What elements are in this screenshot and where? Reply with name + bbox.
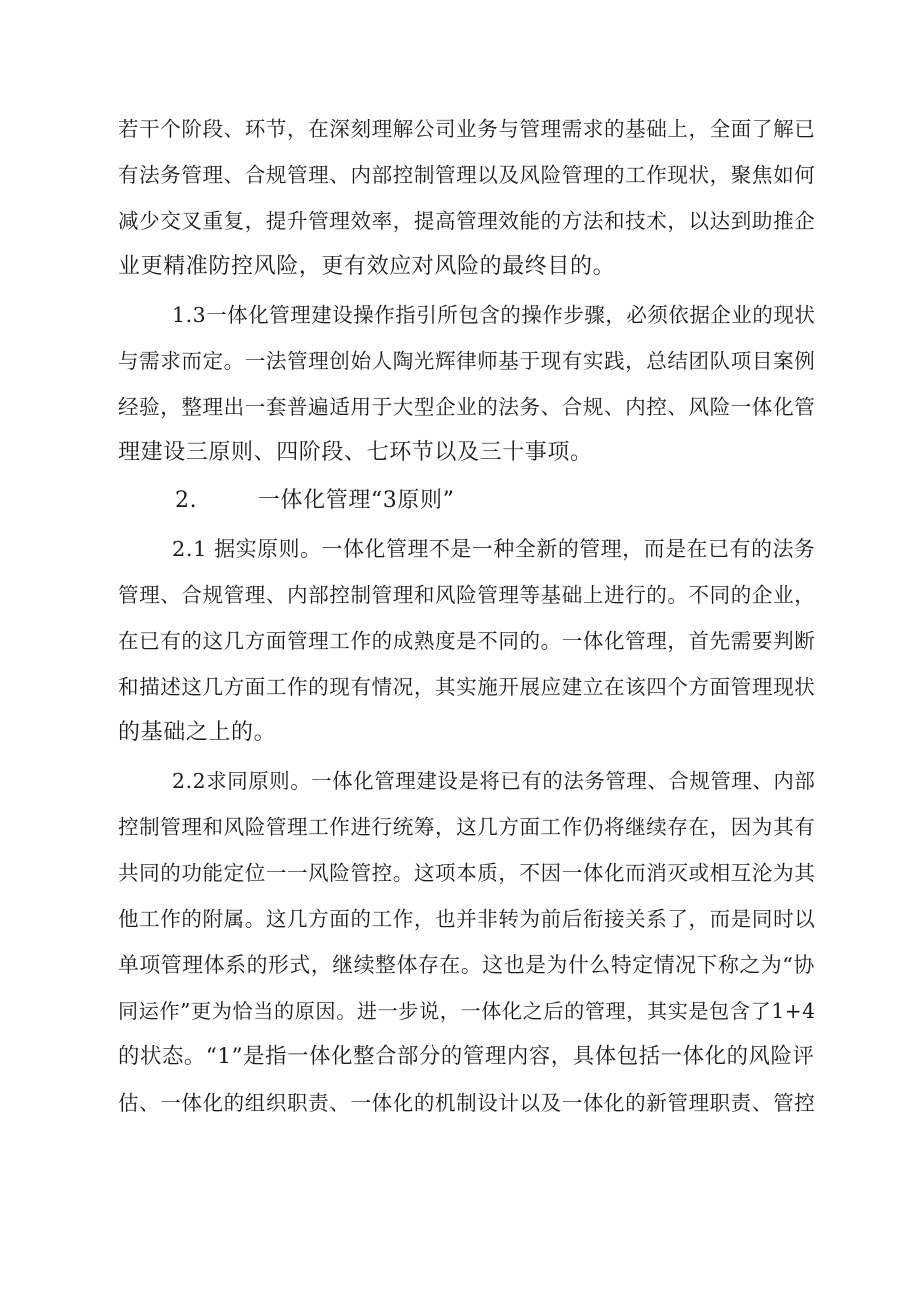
text-line-17: 共同的功能定位一一风险管控。这项本质，不因一体化而消灭或相互沦为其 <box>118 861 816 885</box>
text-line-1: 若干个阶段、环节，在深刻理解公司业务与管理需求的基础上，全面了解已 <box>118 117 816 141</box>
text-line-5: 1.3一体化管理建设操作指引所包含的操作步骤，必须依据企业的现状 <box>172 303 816 327</box>
text-line-21: 的状态。“1”是指一体化整合部分的管理内容，具体包括一体化的风险评 <box>118 1044 815 1069</box>
section-heading: 2. 一体化管理“3原则” <box>175 488 455 513</box>
text-line-18: 他工作的附属。这几方面的工作，也并非转为前后衔接关系了，而是同时以 <box>118 907 816 931</box>
text-line-19: 单项管理体系的形式，继续整体存在。这也是为什么特定情况下称之为“协 <box>118 953 815 977</box>
text-line-11: 管理、合规管理、内部控制管理和风险管理等基础上进行的。不同的企业， <box>118 583 816 607</box>
text-line-3: 减少交叉重复，提升管理效率，提高管理效能的方法和技术，以达到助推企 <box>118 209 816 233</box>
text-line-10: 2.1 据实原则。一体化管理不是一种全新的管理，而是在已有的法务 <box>172 537 816 561</box>
text-line-13: 和描述这几方面工作的现有情况，其实施开展应建立在该四个方面管理现状 <box>118 675 816 699</box>
text-line-8: 理建设三原则、四阶段、七环节以及三十事项。 <box>118 440 593 465</box>
text-line-15: 2.2求同原则。一体化管理建设是将已有的法务管理、合规管理、内部 <box>172 769 816 793</box>
text-line-16: 控制管理和风险管理工作进行统筹，这几方面工作仍将继续存在，因为其有 <box>118 815 816 839</box>
text-line-7: 经验，整理出一套普遍适用于大型企业的法务、合规、内控、风险一体化管 <box>118 395 816 419</box>
text-line-14: 的基础之上的。 <box>118 720 277 745</box>
text-line-22: 估、一体化的组织职责、一体化的机制设计以及一体化的新管理职责、管控 <box>118 1091 816 1115</box>
text-line-6: 与需求而定。一法管理创始人陶光辉律师基于现有实践，总结团队项目案例 <box>118 349 816 373</box>
text-line-2: 有法务管理、合规管理、内部控制管理以及风险管理的工作现状，聚焦如何 <box>118 163 816 187</box>
text-line-12: 在已有的这几方面管理工作的成熟度是不同的。一体化管理，首先需要判断 <box>118 629 816 653</box>
text-line-4: 业更精准防控风险，更有效应对风险的最终目的。 <box>118 254 616 279</box>
text-line-20: 同运作”更为恰当的原因。进一步说，一体化之后的管理，其实是包含了1+4 <box>118 999 816 1023</box>
